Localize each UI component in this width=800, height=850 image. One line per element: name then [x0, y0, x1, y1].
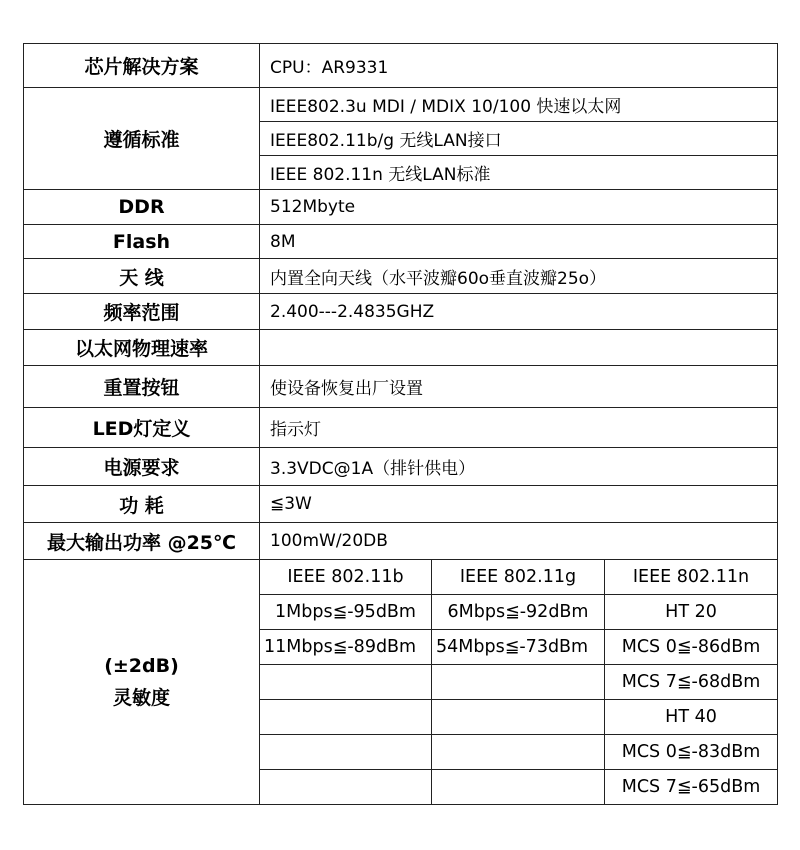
sensitivity-title: 灵敏度	[112, 687, 170, 709]
label-chip: 芯片解决方案	[24, 44, 260, 88]
sensitivity-cell	[432, 735, 605, 770]
sensitivity-cell: MCS 0≦-83dBm	[605, 735, 778, 770]
sensitivity-cell	[432, 700, 605, 735]
value-frequency: 2.400---2.4835GHZ	[260, 294, 778, 330]
label-sensitivity	[24, 560, 260, 805]
label-ethernet-rate: 以太网物理速率	[24, 330, 260, 366]
sensitivity-cell: 11Mbps≦-89dBm	[260, 630, 432, 665]
sensitivity-cell	[260, 735, 432, 770]
label-standards: 遵循标准	[24, 88, 260, 190]
row-max-power	[24, 523, 778, 560]
row-ddr	[24, 190, 778, 225]
value-reset: 使设备恢复出厂设置	[260, 366, 778, 408]
value-chip: CPU：AR9331	[260, 44, 778, 88]
sensitivity-cell: HT 20	[605, 595, 778, 630]
header-80211g: IEEE 802.11g	[432, 560, 605, 595]
value-power-req: 3.3VDC@1A（排针供电）	[260, 448, 778, 486]
label-antenna: 天 线	[24, 259, 260, 294]
row-ethernet-rate	[24, 330, 778, 366]
sensitivity-cell	[260, 770, 432, 805]
row-antenna	[24, 259, 778, 294]
value-consumption: ≦3W	[260, 486, 778, 523]
row-reset	[24, 366, 778, 408]
sensitivity-cell	[432, 770, 605, 805]
value-ethernet-rate	[260, 330, 778, 366]
value-antenna: 内置全向天线（水平波瓣60o垂直波瓣25o）	[260, 259, 778, 294]
row-chip	[24, 44, 778, 88]
value-standard-3: IEEE 802.11n 无线LAN标准	[260, 156, 778, 190]
label-ddr: DDR	[24, 190, 260, 225]
row-standards	[24, 88, 778, 122]
spec-table	[23, 43, 778, 805]
sensitivity-tolerance: (±2dB)	[104, 655, 179, 677]
sensitivity-cell: 1Mbps≦-95dBm	[260, 595, 432, 630]
sensitivity-cell	[260, 665, 432, 700]
sensitivity-cell	[432, 665, 605, 700]
label-consumption: 功 耗	[24, 486, 260, 523]
sensitivity-cell: MCS 7≦-65dBm	[605, 770, 778, 805]
value-standard-2: IEEE802.11b/g 无线LAN接口	[260, 122, 778, 156]
sensitivity-cell: 6Mbps≦-92dBm	[432, 595, 605, 630]
sensitivity-cell: HT 40	[605, 700, 778, 735]
sensitivity-cell	[260, 700, 432, 735]
label-flash: Flash	[24, 225, 260, 259]
header-80211n: IEEE 802.11n	[605, 560, 778, 595]
label-led: LED灯定义	[24, 408, 260, 448]
row-led	[24, 408, 778, 448]
row-consumption	[24, 486, 778, 523]
sensitivity-cell: 54Mbps≦-73dBm	[432, 630, 605, 665]
header-80211b: IEEE 802.11b	[260, 560, 432, 595]
value-max-power: 100mW/20DB	[260, 523, 778, 560]
row-power-req	[24, 448, 778, 486]
row-frequency	[24, 294, 778, 330]
label-reset: 重置按钮	[24, 366, 260, 408]
value-led: 指示灯	[260, 408, 778, 448]
value-standard-1: IEEE802.3u MDI / MDIX 10/100 快速以太网	[260, 88, 778, 122]
value-flash: 8M	[260, 225, 778, 259]
label-power-req: 电源要求	[24, 448, 260, 486]
sensitivity-cell: MCS 0≦-86dBm	[605, 630, 778, 665]
row-flash	[24, 225, 778, 259]
label-frequency: 频率范围	[24, 294, 260, 330]
label-max-power: 最大输出功率 @25℃	[24, 523, 260, 560]
row-sensitivity-header	[24, 560, 778, 595]
spec-sheet	[23, 43, 777, 805]
value-ddr: 512Mbyte	[260, 190, 778, 225]
sensitivity-cell: MCS 7≦-68dBm	[605, 665, 778, 700]
